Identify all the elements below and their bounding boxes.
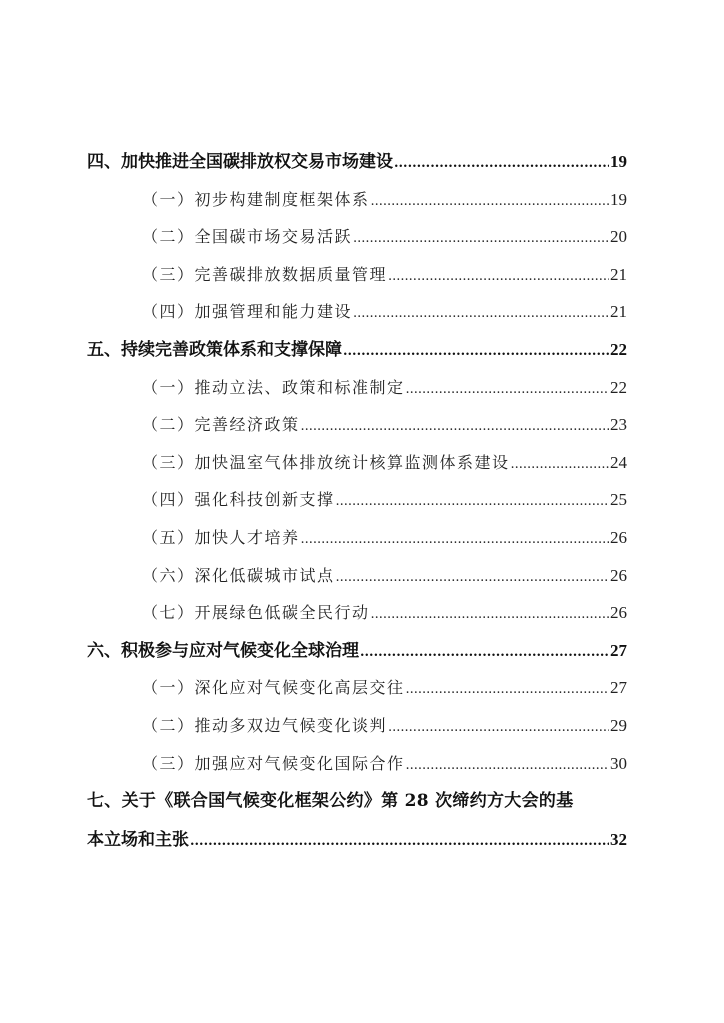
toc-item[interactable] bbox=[87, 369, 627, 407]
toc-page-number: 25 bbox=[610, 490, 627, 510]
dot-leader bbox=[406, 669, 609, 709]
toc-item-title: （四）强化科技创新支撑 bbox=[142, 490, 335, 510]
dot-leader bbox=[343, 332, 609, 371]
toc-item[interactable] bbox=[87, 557, 627, 595]
dot-leader bbox=[301, 406, 609, 446]
toc-item[interactable] bbox=[87, 256, 627, 294]
dot-leader bbox=[336, 557, 609, 597]
toc-item-title: （二）推动多双边气候变化谈判 bbox=[142, 715, 388, 735]
toc-page-number: 22 bbox=[610, 339, 627, 359]
toc-page-number: 21 bbox=[610, 302, 627, 322]
toc-heading-5[interactable] bbox=[87, 331, 627, 369]
toc-item-title: （三）加强应对气候变化国际合作 bbox=[142, 753, 405, 773]
toc-item[interactable] bbox=[87, 218, 627, 256]
toc-item-title: （三）完善碳排放数据质量管理 bbox=[142, 264, 388, 284]
toc-item-title: （六）深化低碳城市试点 bbox=[142, 565, 335, 585]
dot-leader bbox=[190, 822, 609, 861]
toc-item[interactable] bbox=[87, 594, 627, 632]
toc-item-title: （二）全国碳市场交易活跃 bbox=[142, 227, 353, 247]
toc-page-number: 30 bbox=[610, 753, 627, 773]
toc-item[interactable] bbox=[87, 293, 627, 331]
toc-heading-4[interactable] bbox=[87, 143, 627, 181]
toc-item[interactable] bbox=[87, 669, 627, 707]
dot-leader bbox=[371, 594, 609, 634]
toc-item-title: （四）加强管理和能力建设 bbox=[142, 302, 353, 322]
toc-page-number: 22 bbox=[610, 377, 627, 397]
dot-leader bbox=[336, 481, 609, 521]
toc-heading-title: 四、加快推进全国碳排放权交易市场建设 bbox=[87, 152, 393, 172]
dot-leader bbox=[353, 218, 609, 258]
toc-item-title: （一）深化应对气候变化高层交往 bbox=[142, 678, 405, 698]
toc-item[interactable] bbox=[87, 707, 627, 745]
toc-heading-title-line1: 七、关于《联合国气候变化框架公约》第 28 次缔约方大会的基 bbox=[87, 791, 574, 812]
toc-item[interactable] bbox=[87, 444, 627, 482]
dot-leader bbox=[301, 519, 609, 559]
dot-leader bbox=[388, 256, 609, 296]
dot-leader bbox=[511, 444, 609, 484]
toc-page-number: 19 bbox=[610, 189, 627, 209]
dot-leader bbox=[371, 181, 609, 221]
dot-leader bbox=[406, 369, 609, 409]
toc-item[interactable] bbox=[87, 519, 627, 557]
toc-page-number: 19 bbox=[610, 152, 627, 171]
toc-page-number: 32 bbox=[610, 830, 627, 850]
toc-heading-title: 六、积极参与应对气候变化全球治理 bbox=[87, 640, 359, 661]
toc-item-title: （二）完善经济政策 bbox=[142, 415, 300, 435]
toc-item-title: （一）初步构建制度框架体系 bbox=[142, 189, 370, 209]
toc-heading-title: 五、持续完善政策体系和支撑保障 bbox=[87, 339, 342, 360]
toc-page-number: 21 bbox=[610, 264, 627, 284]
toc-page-number: 20 bbox=[610, 227, 627, 247]
toc-page-number: 27 bbox=[610, 678, 627, 698]
toc-item-title: （五）加快人才培养 bbox=[142, 527, 300, 547]
toc-page-number: 26 bbox=[610, 565, 627, 585]
toc-heading-7-continued[interactable] bbox=[87, 821, 627, 859]
dot-leader bbox=[394, 144, 609, 183]
dot-leader bbox=[353, 293, 609, 333]
dot-leader bbox=[388, 707, 609, 747]
toc-page-number: 26 bbox=[610, 603, 627, 623]
toc-item[interactable] bbox=[87, 745, 627, 783]
toc-page-number: 29 bbox=[610, 715, 627, 735]
toc-heading-6[interactable] bbox=[87, 632, 627, 670]
toc-item[interactable] bbox=[87, 481, 627, 519]
toc-page-number: 24 bbox=[610, 452, 627, 472]
toc-item-title: （七）开展绿色低碳全民行动 bbox=[142, 603, 370, 623]
table-of-contents bbox=[87, 143, 627, 859]
toc-item-title: （三）加快温室气体排放统计核算监测体系建设 bbox=[142, 452, 510, 472]
toc-heading-7[interactable] bbox=[87, 782, 627, 821]
toc-item[interactable] bbox=[87, 406, 627, 444]
toc-page-number: 23 bbox=[610, 415, 627, 435]
toc-page-number: 27 bbox=[610, 640, 627, 660]
dot-leader bbox=[406, 745, 609, 785]
dot-leader bbox=[360, 633, 609, 672]
toc-heading-title-line2: 本立场和主张 bbox=[87, 830, 189, 851]
toc-page-number: 26 bbox=[610, 527, 627, 547]
toc-item-title: （一）推动立法、政策和标准制定 bbox=[142, 377, 405, 397]
toc-item[interactable] bbox=[87, 181, 627, 219]
